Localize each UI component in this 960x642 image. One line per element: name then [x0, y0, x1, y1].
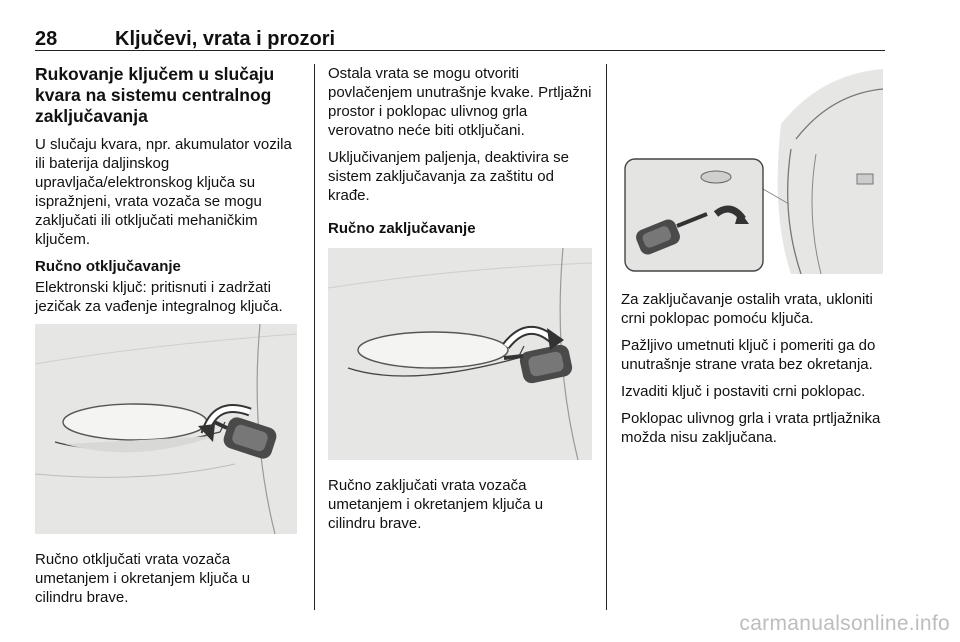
paragraph: Pažljivo umetnuti ključ i pomeriti ga do unutrašnje strane vrata bez okretanja.	[621, 337, 876, 373]
intro-paragraph: U slučaju kvara, npr. akumulator vozila ili baterija daljinskog upravljača/elektronskog ključa su ispražnjeni, vrata vozača se mogu zaključati ili otključati mehaničkim ključem.	[35, 136, 292, 248]
door-cover-illustration	[621, 64, 883, 274]
unlock-door-illustration	[35, 324, 297, 534]
column-right	[621, 64, 887, 455]
column-divider	[314, 64, 315, 610]
figure-caption: Ručno otključati vrata vozača umetanjem i okretanjem ključa u cilindru brave.	[35, 551, 251, 606]
column-divider	[606, 64, 607, 610]
paragraph: Izvaditi ključ i postaviti crni poklopac.	[621, 383, 866, 400]
watermark: carmanualsonline.info	[739, 612, 950, 635]
column-middle	[328, 64, 594, 541]
subheading-lock: Ručno zaključavanje	[328, 220, 476, 237]
figure-caption: Ručno zaključati vrata vozača umetanjem i okretanjem ključa u cilindru brave.	[328, 477, 544, 532]
paragraph: Poklopac ulivnog grla i vrata prtljažnika možda nisu zaključana.	[621, 410, 881, 446]
page-header	[35, 28, 885, 51]
section-title: Rukovanje ključem u slučaju kvara na sistemu centralnog zaključavanja	[35, 64, 275, 126]
paragraph: Uključivanjem paljenja, deaktivira se sistem zaključavanja za zaštitu od krađe.	[328, 149, 569, 204]
instruction-paragraph: Elektronski ključ: pritisnuti i zadržati jezičak za vađenje integralnog ključa.	[35, 279, 283, 315]
paragraph: Ostala vrata se mogu otvoriti povlačenjem unutrašnje kvake. Prtljažni prostor i poklopac ulivnog grla verovatno neće biti otključani.	[328, 65, 592, 139]
page-number: 28	[35, 28, 58, 50]
column-left	[35, 64, 301, 615]
lock-door-illustration	[328, 248, 592, 460]
paragraph: Za zaključavanje ostalih vrata, ukloniti crni poklopac pomoću ključa.	[621, 291, 873, 327]
subheading-unlock: Ručno otključavanje	[35, 258, 181, 275]
chapter-title: Ključevi, vrata i prozori	[115, 28, 336, 50]
